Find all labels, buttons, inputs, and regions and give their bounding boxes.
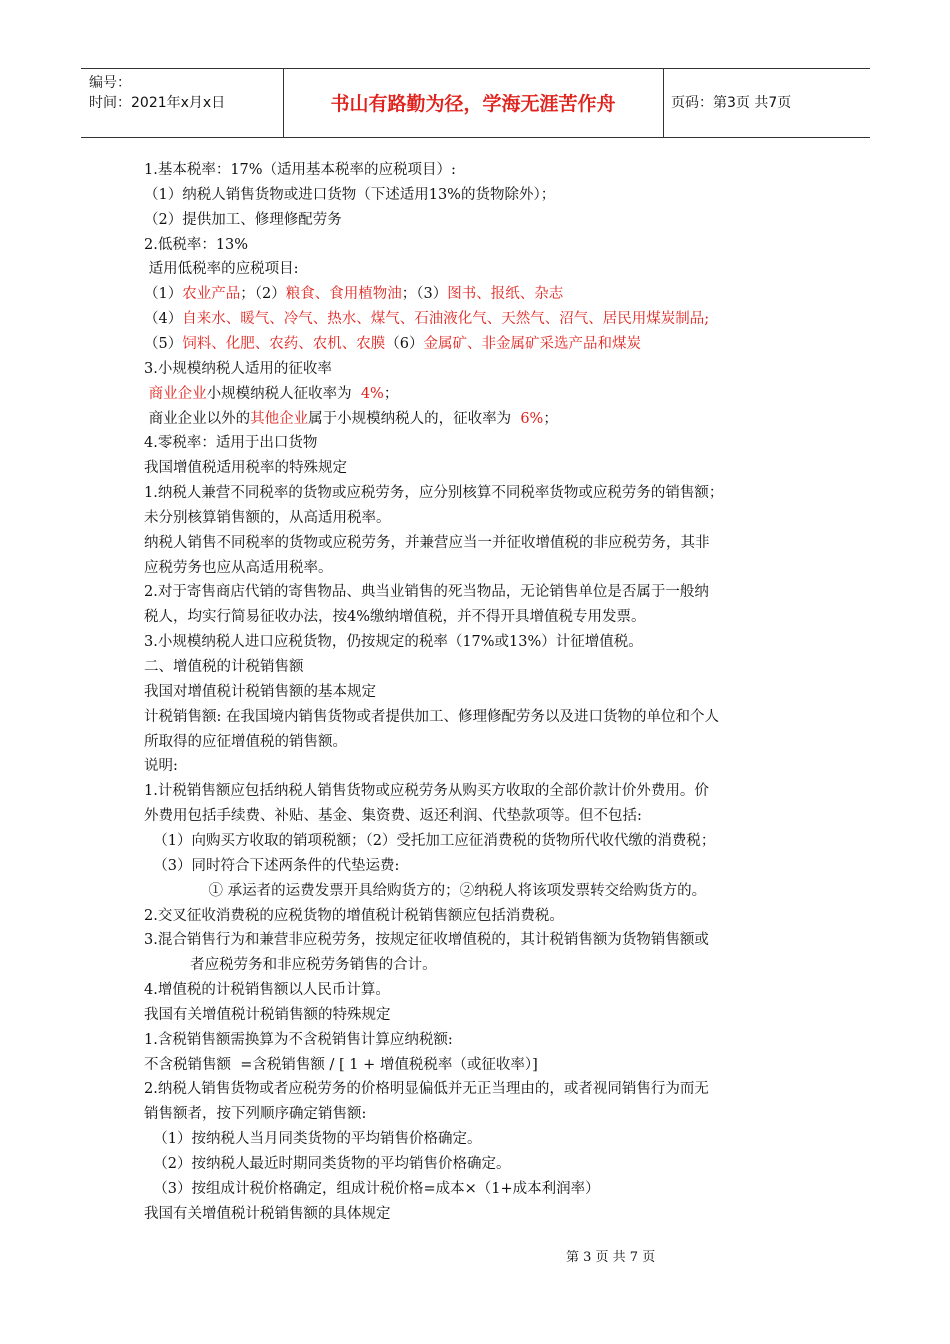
text-run: 我国增值税适用税率的特殊规定 [144, 460, 347, 477]
highlighted-text: 图书、报纸、杂志 [447, 286, 564, 303]
text-run: （1） [144, 286, 183, 303]
text-run: 商业企业以外的 [144, 410, 251, 427]
highlighted-text: 商业企业 [148, 385, 207, 402]
text-run: 小规模纳税人征收率为 [206, 385, 361, 402]
highlighted-text: 金属矿、非金属矿采选产品和煤炭 [423, 335, 641, 352]
text-run: 2.纳税人销售货物或者应税劳务的价格明显偏低并无正当理由的，或者视同销售行为而无 [144, 1081, 709, 1098]
highlighted-text: 自来水、暖气、冷气、热水、煤气、石油液化气、天然气、沼气、居民用煤炭制品; [182, 311, 710, 328]
text-run: 纳税人销售不同税率的货物或应税劳务，并兼营应当一并征收增值税的非应税劳务，其非 [144, 534, 710, 551]
text-run: 4.零税率：适用于出口货物 [144, 435, 318, 452]
body-text-line [144, 955, 437, 975]
text-run: 说明: [144, 758, 178, 775]
text-run: 我国对增值税计税销售额的基本规定 [144, 683, 376, 700]
text-run: ；（2） [240, 286, 286, 303]
body-text-line [144, 756, 178, 776]
body-text-line [144, 309, 709, 329]
body-text-line [144, 508, 391, 528]
text-run: 二、增值税的计税销售额 [144, 659, 304, 675]
body-text-line [144, 980, 390, 1000]
body-text-line [144, 359, 332, 379]
body-text-line [144, 533, 710, 553]
body-text-line [144, 881, 706, 901]
highlighted-text: 4% [360, 385, 384, 402]
document-number-label: 编号： [89, 75, 131, 91]
body-text-line [144, 632, 643, 652]
text-run: （1）纳税人销售货物或进口货物（下述适用13%的货物除外）； [144, 186, 556, 203]
highlighted-text: 其他企业 [250, 410, 309, 427]
body-text-line [144, 185, 555, 205]
text-run: 4.增值税的计税销售额以人民币计算。 [144, 982, 390, 999]
text-run: （1）向购买方收取的销项税额；（2）受托加工应征消费税的货物所代收代缴的消费税； [144, 832, 716, 849]
highlighted-text: 6% [520, 410, 544, 427]
text-run: 我国有关增值税计税销售额的具体规定 [144, 1205, 391, 1222]
page-footer: 第 3 页 共 7 页 [566, 1250, 656, 1265]
body-text-line [144, 682, 376, 702]
body-text-line [144, 483, 723, 503]
body-text-line [144, 259, 299, 279]
body-text-line [144, 856, 399, 876]
text-run: 未分别核算销售额的，从高适用税率。 [144, 509, 391, 526]
text-run: 外费用包括手续费、补贴、基金、集资费、返还利润、代垫款项等。但不包括: [144, 808, 642, 825]
header-page-number: 页码：第3页 共7页 [671, 95, 792, 111]
body-text-line [144, 1079, 709, 1099]
body-text-line [144, 582, 709, 602]
text-run: 我国有关增值税计税销售额的特殊规定 [144, 1006, 391, 1023]
text-run: 2.对于寄售商店代销的寄售物品、典当业销售的死当物品，无论销售单位是否属于一般纳 [144, 584, 709, 601]
text-run: 1.含税销售额需换算为不含税销售计算应纳税额: [144, 1031, 453, 1048]
text-run: 1.纳税人兼营不同税率的货物或应税劳务，应分别核算不同税率货物或应税劳务的销售额； [144, 485, 724, 502]
body-text-line [144, 1055, 538, 1075]
body-text-line [144, 235, 248, 255]
text-run: 2.交叉征收消费税的应税货物的增值税计税销售额应包括消费税。 [144, 907, 564, 924]
body-text-line [144, 210, 342, 230]
highlighted-text: 饲料、化肥、农药、农机、农膜 [182, 335, 386, 352]
body-text-line [144, 1204, 391, 1224]
text-run: 3.小规模纳税人适用的征收率 [144, 360, 332, 377]
body-text-line [144, 384, 398, 404]
text-run: 税人，均实行简易征收办法，按4%缴纳增值税，并不得开具增值税专用发票。 [144, 609, 646, 626]
header-motto: 书山有路勤为径，学海无涯苦作舟 [330, 93, 616, 115]
body-text-line [144, 930, 709, 950]
body-text-line [144, 433, 317, 453]
text-run: 属于小规模纳税人的，征收率为 [308, 410, 521, 427]
text-run: 所取得的应征增值税的销售额。 [144, 733, 347, 750]
text-run: ； [383, 385, 399, 402]
text-run: 3.混合销售行为和兼营非应税劳务，按规定征收增值税的，其计税销售额为货物销售额或 [144, 932, 709, 949]
text-run: 销售额者，按下列顺序确定销售额: [144, 1106, 367, 1123]
body-text-line [144, 1179, 600, 1199]
highlighted-text: 农业产品 [182, 286, 241, 303]
text-run: ； [543, 410, 558, 427]
text-run: （4） [144, 311, 183, 328]
text-run: （3）同时符合下述两条件的代垫运费: [144, 857, 400, 874]
highlighted-text: 粮食、食用植物油 [285, 286, 402, 303]
document-date-label: 时间：2021年x月x日 [89, 95, 226, 111]
body-text-line [144, 1104, 366, 1124]
body-text-line [144, 657, 304, 677]
body-text-line [144, 906, 564, 926]
text-run: 计税销售额: 在我国境内销售货物或者提供加工、修理修配劳务以及进口货物的单位和个人 [144, 708, 719, 725]
body-text-line [144, 607, 646, 627]
body-text-line [144, 1129, 481, 1149]
text-run: 者应税劳务和非应税劳务销售的合计。 [144, 957, 437, 974]
body-text-line [144, 334, 641, 354]
body-text-line [144, 284, 563, 304]
body-text-line [144, 160, 456, 180]
text-run: （5） [144, 335, 183, 352]
body-text-line [144, 558, 333, 578]
body-text-line [144, 781, 709, 801]
text-run: ；（3） [401, 286, 448, 303]
text-run: 2.低税率：13% [144, 236, 249, 253]
body-text-line [144, 831, 715, 851]
text-run: 1.基本税率：17%（适用基本税率的应税项目）: [144, 162, 456, 178]
text-run: 1.计税销售额应包括纳税人销售货物或应税劳务从购买方收取的全部价款计价外费用。价 [144, 783, 709, 800]
text-run: 适用低税率的应税项目: [144, 261, 299, 278]
text-run: （2）提供加工、修理修配劳务 [144, 211, 342, 228]
body-text-line [144, 806, 642, 826]
text-run: 3.小规模纳税人进口应税货物，仍按规定的税率（17%或13%）计征增值税。 [144, 634, 643, 651]
text-run: （3）按组成计税价格确定，组成计税价格=成本×（1+成本利润率） [144, 1180, 600, 1197]
body-text-line [144, 1030, 453, 1050]
body-text-line [144, 707, 719, 727]
body-text-line [144, 1005, 391, 1025]
text-run: （2）按纳税人最近时期同类货物的平均销售价格确定。 [144, 1156, 511, 1172]
text-run: （1）按纳税人当月同类货物的平均销售价格确定。 [144, 1131, 482, 1148]
text-run: 不含税销售额 =含税销售额 / [ 1 + 增值税税率（或征收率）] [144, 1056, 538, 1073]
body-text-line [144, 458, 347, 478]
body-text-line [144, 1154, 510, 1174]
text-run: 应税劳务也应从高适用税率。 [144, 559, 333, 576]
text-run: （6） [385, 335, 424, 352]
text-run: ① 承运者的运费发票开具给购货方的；②纳税人将该项发票转交给购货方的。 [144, 882, 707, 899]
body-text-line [144, 732, 347, 752]
body-text-line [144, 409, 558, 429]
